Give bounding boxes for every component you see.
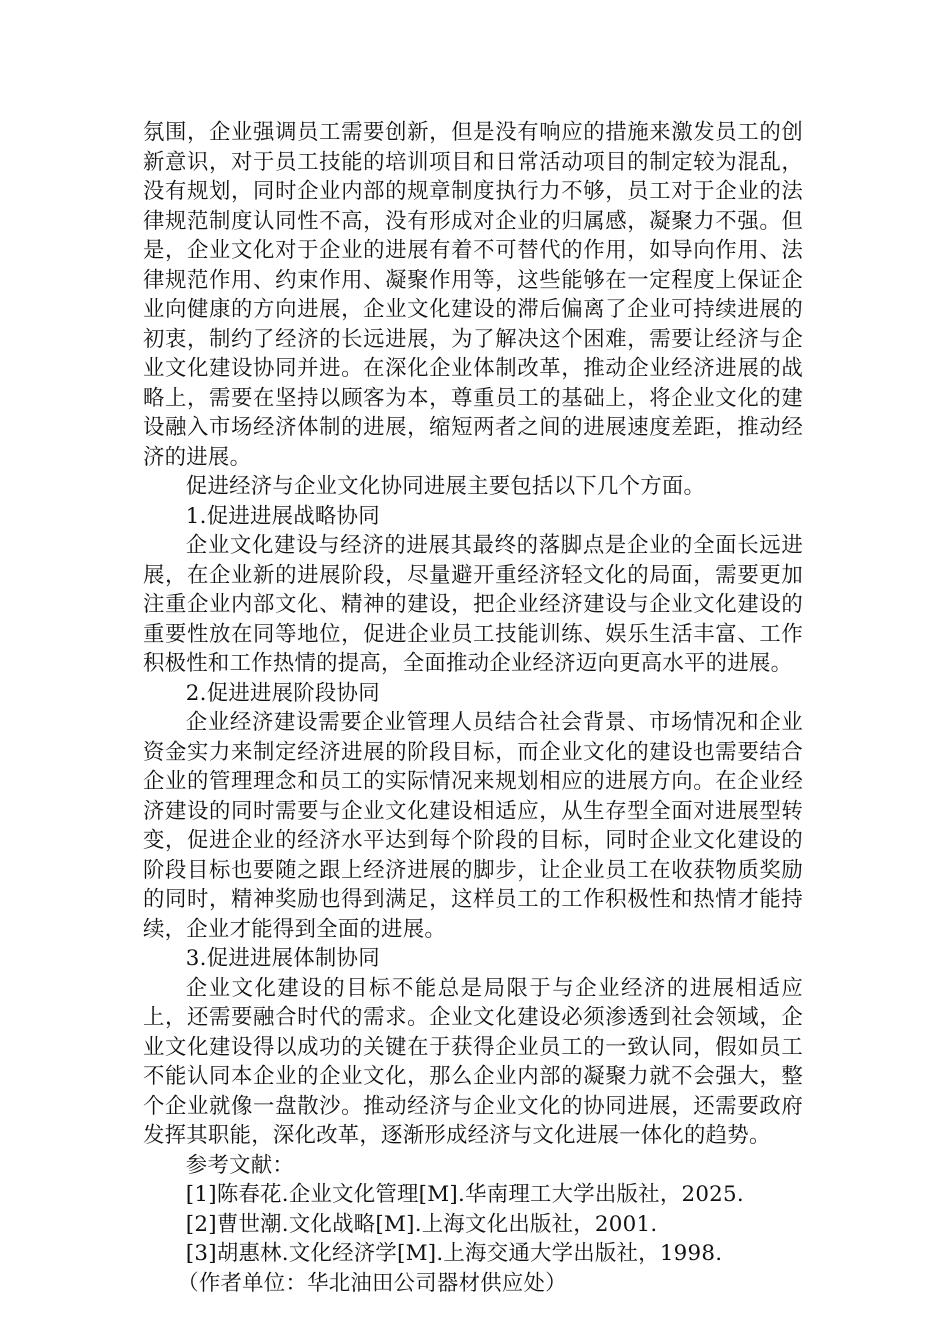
references-label: 参考文献：	[185, 1152, 295, 1178]
paragraph-intro: 氛围，企业强调员工需要创新，但是没有响应的措施来激发员工的创新意识，对于员工技能的培训项目和日常活动项目的制定较为混乱，没有规划，同时企业内部的规章制度执行力不够，员工对于企业的法律规范制度认同性不高，没有形成对企业的归属感，凝聚力不强。但是，企业文化对于企业的进展有着不可替代的作用，如导向作用、法律规范作用、约束作用、凝聚作用等，这些能够在一定程度上保证企业向健康的方向进展，企业文化建设的滞后偏离了企业可持续进展的初衷，制约了经济的长远进展，为了解决这个困难，需要让经济与企业文化建设协同并进。在深化企业体制改革，推动企业经济进展的战略上，需要在坚持以顾客为本，尊重员工的基础上，将企业文化的建设融入市场经济体制的进展，缩短两者之间的进展速度差距，推动经济的进展。	[143, 120, 803, 470]
author-affiliation: （作者单位：华北油田公司器材供应处）	[177, 1270, 567, 1296]
section-heading-2: 2.促进进展阶段协同	[185, 680, 380, 706]
paragraph-section-1: 企业文化建设与经济的进展其最终的落脚点是企业的全面长远进展，在企业新的进展阶段，尽量避开重经济轻文化的局面，需要更加注重企业内部文化、精神的建设，把企业经济建设与企业文化建设的重要性放在同等地位，促进企业员工技能训练、娱乐生活丰富、工作积极性和工作热情的提高，全面推动企业经济迈向更高水平的进展。	[143, 533, 803, 676]
reference-item: [2]曹世潮.文化战略[M].上海文化出版社，2001.	[185, 1211, 658, 1237]
section-heading-1: 1.促进进展战略协同	[185, 503, 380, 529]
reference-item: [3]胡惠林.文化经济学[M].上海交通大学出版社，1998.	[185, 1241, 723, 1266]
paragraph-section-2: 企业经济建设需要企业管理人员结合社会背景、市场情况和企业资金实力来制定经济进展的阶段目标，而企业文化的建设也需要结合企业的管理理念和员工的实际情况来规划相应的进展方向。在企业经济建设的同时需要与企业文化建设相适应，从生存型全面对进展型转变，促进企业的经济水平达到每个阶段的目标，同时企业文化建设的阶段目标也要随之跟上经济进展的脚步，让企业员工在收获物质奖励的同时，精神奖励也得到满足，这样员工的工作积极性和热情才能持续，企业才能得到全面的进展。	[143, 710, 803, 942]
section-heading-3: 3.促进进展体制协同	[185, 946, 380, 971]
reference-item: [1]陈春花.企业文化管理[M].华南理工大学出版社，2025.	[185, 1182, 744, 1207]
paragraph-summary: 促进经济与企业文化协同进展主要包括以下几个方面。	[185, 474, 706, 499]
paragraph-section-3: 企业文化建设的目标不能总是局限于与企业经济的进展相适应上，还需要融合时代的需求。企业文化建设必须渗透到社会领域，企业文化建设得以成功的关键在于获得企业员工的一致认同，假如员工不能认同本企业的企业文化，那么企业内部的凝聚力就不会强大，整个企业就像一盘散沙。推动经济与企业文化的协同进展，还需要政府发挥其职能，深化改革，逐渐形成经济与文化进展一体化的趋势。	[143, 975, 803, 1148]
document-page	[143, 118, 803, 1298]
